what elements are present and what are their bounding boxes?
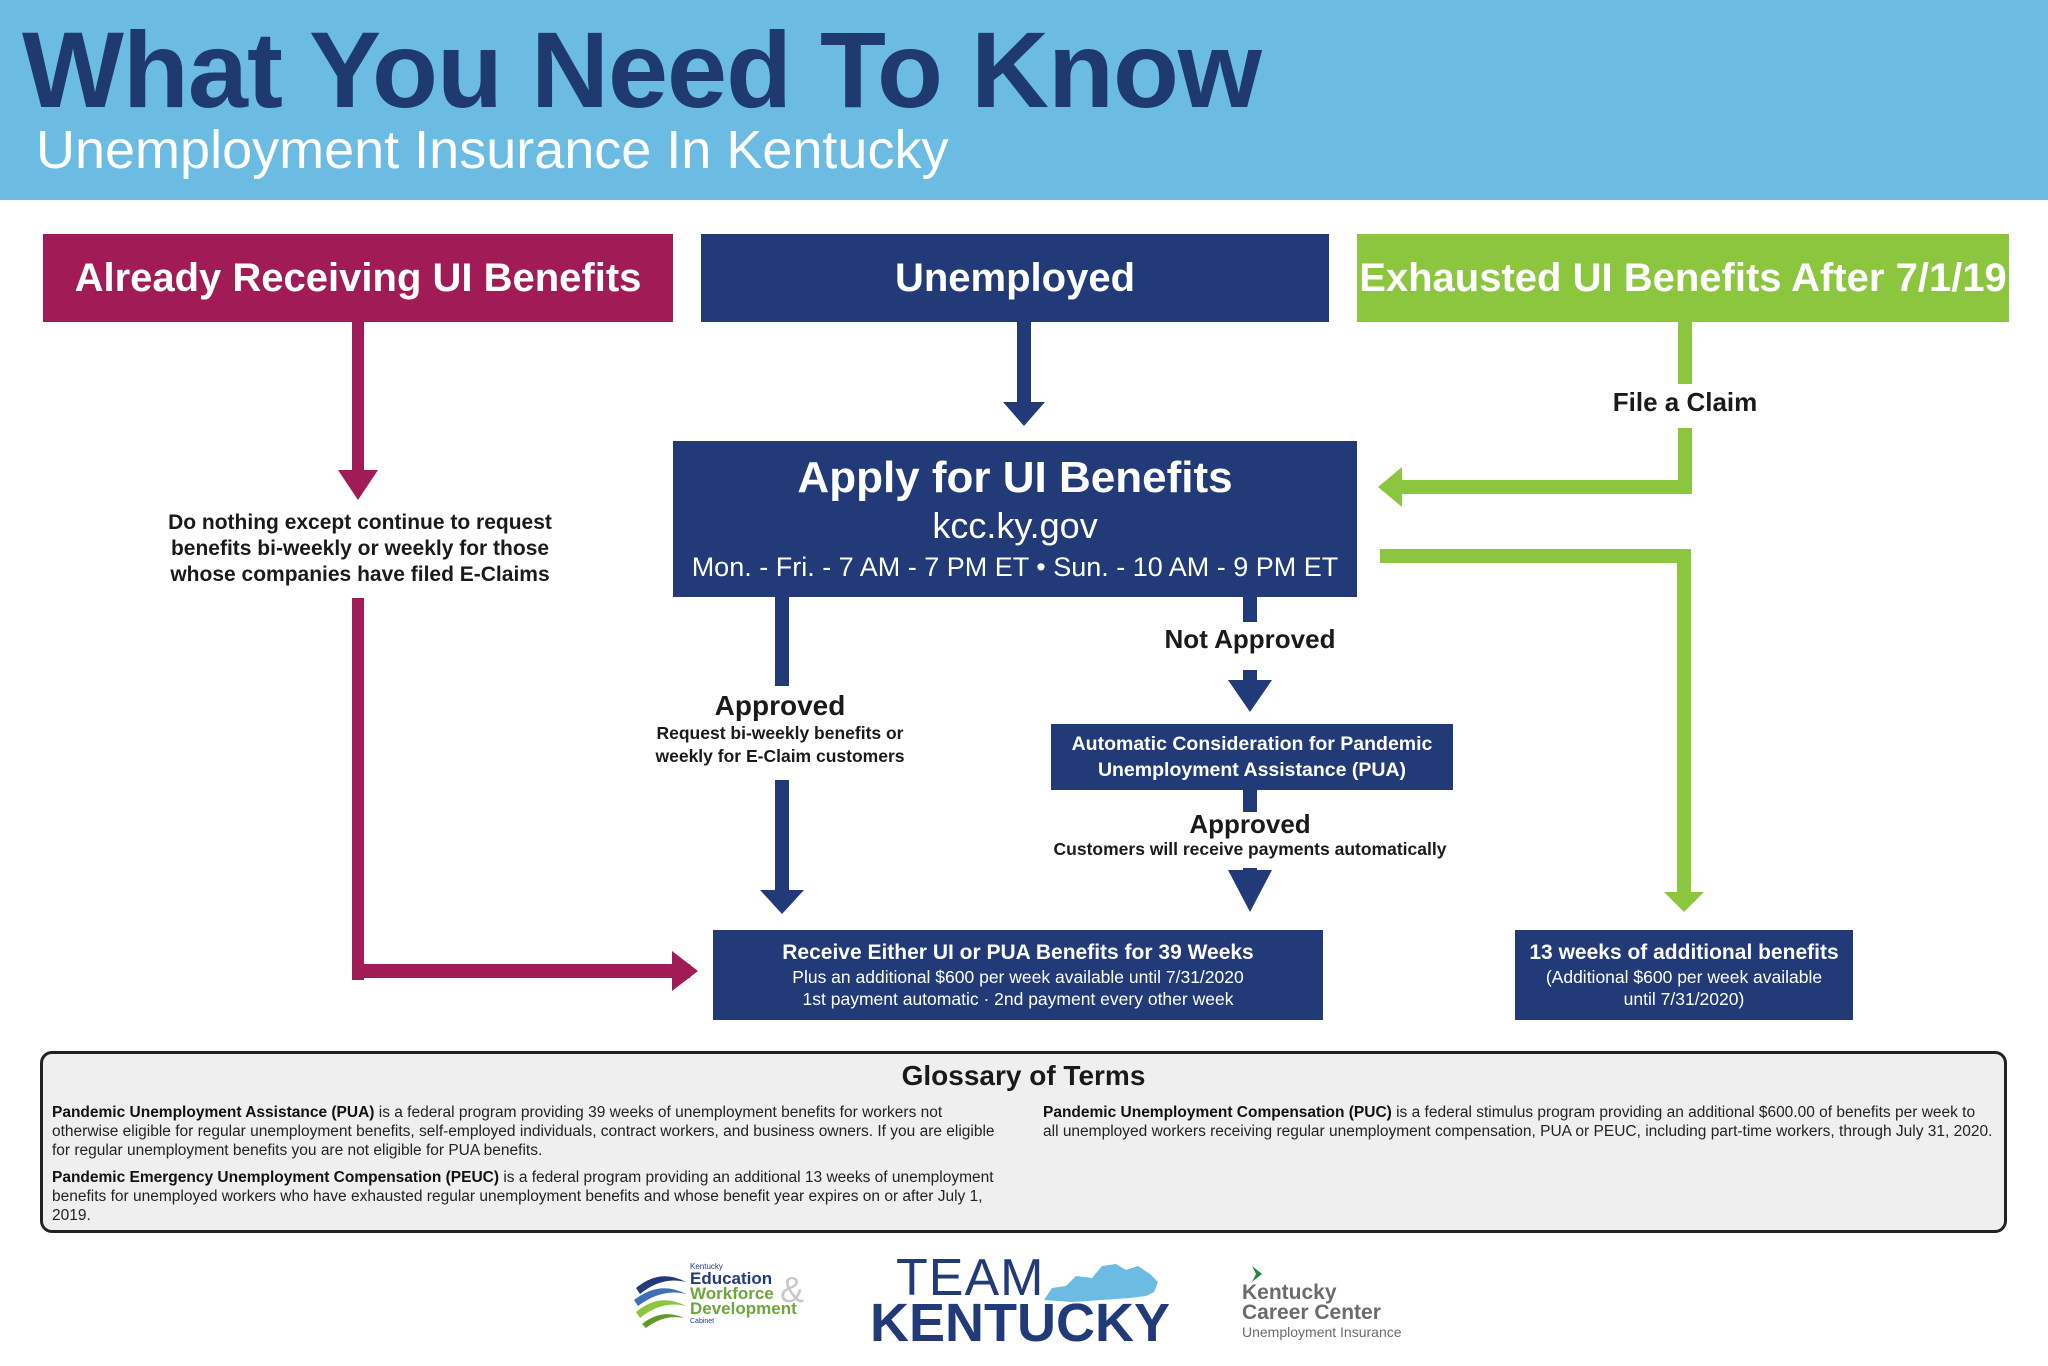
receive-benefits-box bbox=[713, 930, 1323, 1020]
apply-title: Apply for UI Benefits bbox=[797, 453, 1233, 502]
exhausted-benefits-label: Exhausted UI Benefits After 7/1/19 bbox=[1359, 255, 2007, 300]
glossary-pua bbox=[52, 1103, 1002, 1160]
ewd-logo-small-top: Kentucky bbox=[690, 1262, 723, 1271]
not-approved-label: Not Approved bbox=[1164, 624, 1336, 654]
maroon-arrows bbox=[338, 322, 698, 991]
pua-approved-note bbox=[1000, 810, 1500, 860]
glossary-panel bbox=[40, 1051, 2007, 1233]
glossary-puc bbox=[1043, 1103, 1993, 1141]
glossary-puc-definition: is a federal stimulus program providing an additional $600.00 of benefits per week to all unemployed workers receiving regular unemployment compensation, PUA or PEUC, including part-time workers, through July 31, 2020. bbox=[1043, 1104, 1993, 1140]
apply-url: kcc.ky.gov bbox=[932, 505, 1098, 546]
approved-note-line: weekly for E-Claim customers bbox=[655, 746, 905, 766]
page-subtitle: Unemployment Insurance In Kentucky bbox=[36, 120, 949, 180]
approved-note bbox=[630, 690, 930, 768]
glossary-right-column bbox=[1043, 1103, 1993, 1149]
kcc-logo-line: Career Center bbox=[1242, 1301, 1381, 1324]
kcc-logo-line: Unemployment Insurance bbox=[1242, 1324, 1402, 1340]
already-receiving-label: Already Receiving UI Benefits bbox=[74, 255, 642, 300]
ewd-logo-line: Development bbox=[690, 1299, 797, 1318]
approved-note-line: Request bi-weekly benefits or bbox=[656, 723, 904, 743]
pua-consideration-box bbox=[1051, 724, 1453, 790]
pua-box-line: Automatic Consideration for Pandemic bbox=[1071, 733, 1433, 755]
kcc-logo-line: Kentucky bbox=[1242, 1281, 1337, 1304]
receive-line: 1st payment automatic · 2nd payment every other week bbox=[802, 989, 1234, 1009]
team-kentucky-logo bbox=[870, 1249, 1180, 1353]
kcc-logo bbox=[1240, 1266, 1440, 1342]
additional-benefits-box bbox=[1515, 930, 1853, 1020]
apply-hours: Mon. - Fri. - 7 AM - 7 PM ET • Sun. - 10 AM - 9 PM ET bbox=[691, 552, 1339, 582]
ewd-logo-small-bottom: Cabinet bbox=[690, 1318, 715, 1325]
ewd-logo-line: Workforce bbox=[690, 1284, 774, 1303]
glossary-puc-term: Pandemic Unemployment Compensation (PUC) bbox=[1043, 1104, 1392, 1121]
ewd-logo bbox=[630, 1262, 820, 1334]
ewd-logo-ampersand: & bbox=[780, 1269, 805, 1310]
glossary-pua-definition: is a federal program providing 39 weeks of unemployment benefits for workers not otherwise eligible for regular unemployment benefits, self-employed individuals, contract workers, and business owners. If you are eligible for regular unemployment benefits you are not eligible for PUA benefits. bbox=[52, 1104, 995, 1159]
glossary-peuc-definition: is a federal program providing an additional 13 weeks of unemployment benefits for unemployed workers who have exhausted regular unemployment benefits and whose benefit year expires on or after July 1, 2019. bbox=[52, 1169, 994, 1224]
glossary-title: Glossary of Terms bbox=[901, 1060, 1146, 1091]
receive-title: Receive Either UI or PUA Benefits for 39 Weeks bbox=[782, 941, 1254, 964]
unemployed-label: Unemployed bbox=[894, 255, 1136, 300]
file-claim-label: File a Claim bbox=[1612, 387, 1758, 417]
pua-approved-description: Customers will receive payments automatically bbox=[1053, 839, 1447, 859]
left-instruction-line: benefits bi-weekly or weekly for those bbox=[170, 537, 550, 560]
glossary-left-column bbox=[52, 1103, 1002, 1233]
page-title: What You Need To Know bbox=[22, 9, 1261, 130]
chevron-right-icon bbox=[1250, 1266, 1264, 1282]
team-kentucky-line1: TEAM bbox=[896, 1249, 1045, 1307]
glossary-peuc-term: Pandemic Emergency Unemployment Compensation (PEUC) bbox=[52, 1169, 500, 1186]
receive-line: Plus an additional $600 per week available until 7/31/2020 bbox=[792, 967, 1244, 987]
glossary-peuc bbox=[52, 1168, 1002, 1225]
left-instruction-line: whose companies have filed E-Claims bbox=[170, 563, 550, 586]
ewd-logo-line: Education bbox=[690, 1269, 773, 1288]
glossary-pua-term: Pandemic Unemployment Assistance (PUA) bbox=[52, 1104, 375, 1121]
additional-line: (Additional $600 per week available bbox=[1545, 967, 1823, 987]
pua-box-line: Unemployment Assistance (PUA) bbox=[1097, 759, 1407, 781]
approved-label: Approved bbox=[714, 690, 846, 721]
ewd-swoosh-icon bbox=[632, 1268, 688, 1328]
left-instruction-line: Do nothing except continue to request bbox=[168, 511, 552, 534]
pua-approved-label: Approved bbox=[1189, 809, 1311, 839]
additional-title: 13 weeks of additional benefits bbox=[1529, 941, 1839, 964]
apply-box bbox=[673, 441, 1357, 597]
team-kentucky-line2: KENTUCKY bbox=[870, 1293, 1171, 1353]
additional-line: until 7/31/2020) bbox=[1623, 989, 1745, 1009]
left-instruction bbox=[120, 510, 600, 588]
